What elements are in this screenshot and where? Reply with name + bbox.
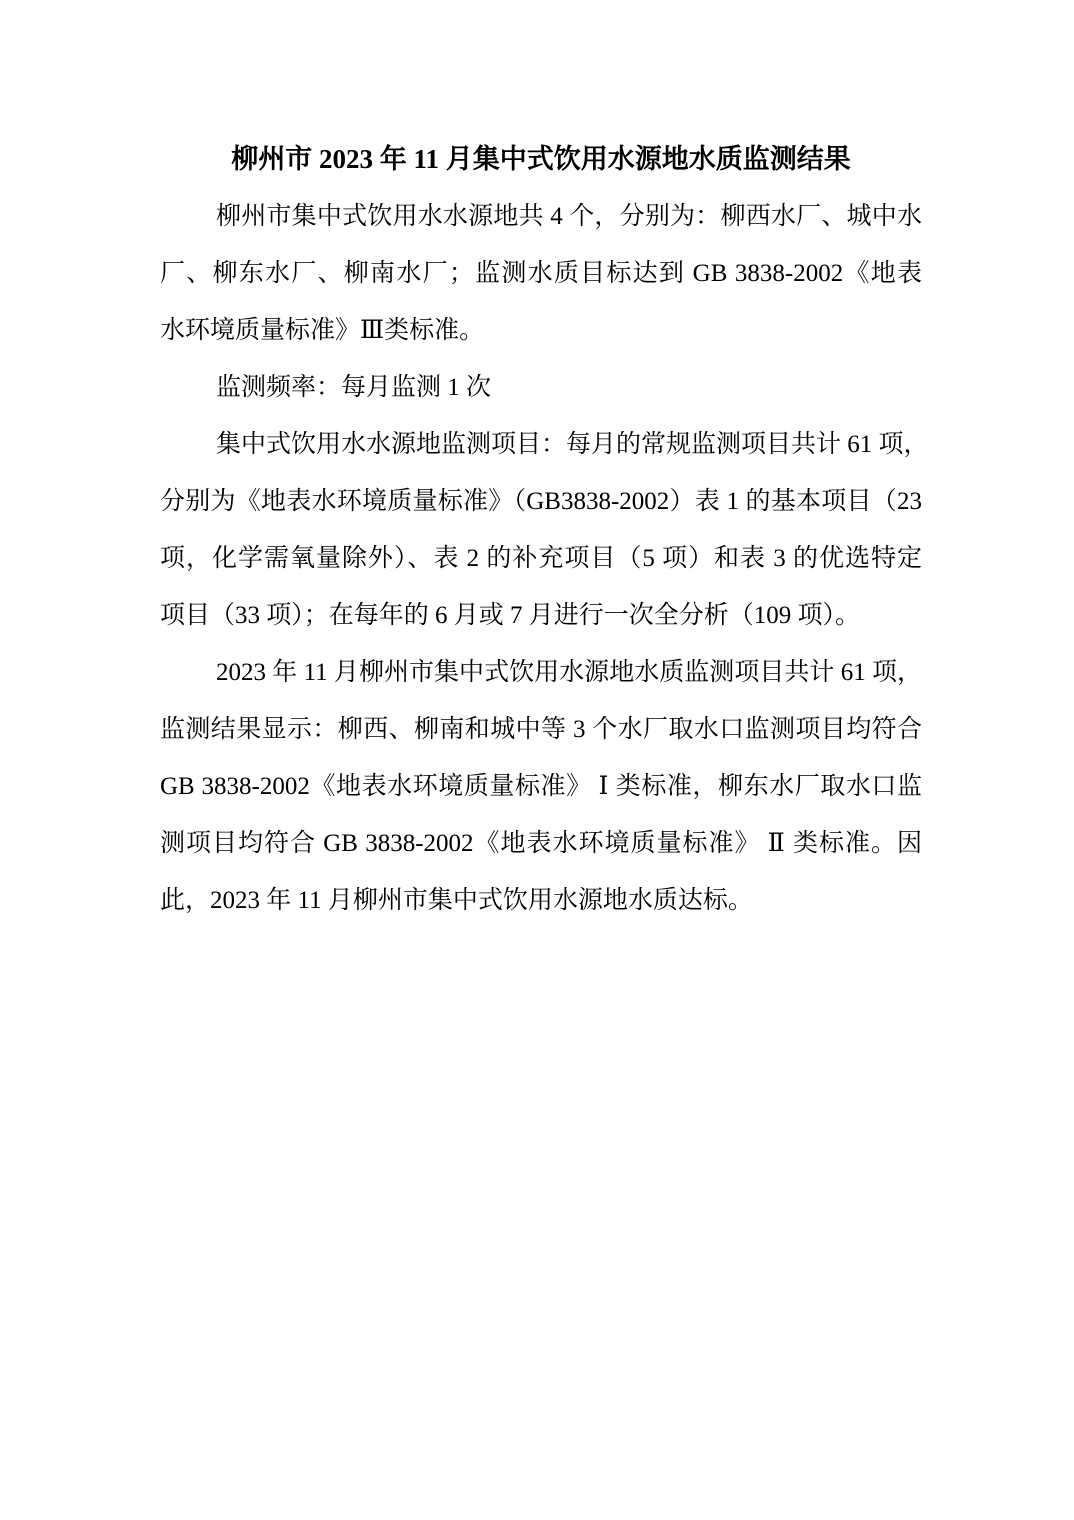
- paragraph-line: 分别为《地表水环境质量标准》（GB3838-2002）表 1 的基本项目（23: [160, 488, 922, 515]
- paragraph-line: 监测结果显示：柳西、柳南和城中等 3 个水厂取水口监测项目均符合: [160, 716, 922, 743]
- paragraph-line: GB 3838-2002《地表水环境质量标准》 Ⅰ 类标准，柳东水厂取水口监: [160, 773, 922, 800]
- paragraph-line: 厂、柳东水厂、柳南水厂；监测水质目标达到 GB 3838-2002《地表: [160, 260, 922, 287]
- paragraph-line: 水环境质量标准》Ⅲ类标准。: [160, 317, 485, 344]
- paragraph-line: 测项目均符合 GB 3838-2002《地表水环境质量标准》 Ⅱ 类标准。因: [160, 830, 922, 857]
- paragraph-line: 项，化学需氧量除外）、表 2 的补充项目（5 项）和表 3 的优选特定: [160, 545, 922, 572]
- document-title: 柳州市 2023 年 11 月集中式饮用水源地水质监测结果: [231, 144, 851, 174]
- document-body: [160, 131, 929, 929]
- paragraph-line: 项目（33 项）；在每年的 6 月或 7 月进行一次全分析（109 项）。: [160, 602, 861, 629]
- paragraph-line: 监测频率：每月监测 1 次: [216, 374, 492, 401]
- paragraph-line: 此，2023 年 11 月柳州市集中式饮用水源地水质达标。: [160, 887, 753, 914]
- paragraph-line: 2023 年 11 月柳州市集中式饮用水源地水质监测项目共计 61 项，: [216, 659, 922, 686]
- paragraph-line: 集中式饮用水水源地监测项目：每月的常规监测项目共计 61 项，: [216, 431, 929, 458]
- paragraph-line: 柳州市集中式饮用水水源地共 4 个，分别为：柳西水厂、城中水: [216, 203, 922, 230]
